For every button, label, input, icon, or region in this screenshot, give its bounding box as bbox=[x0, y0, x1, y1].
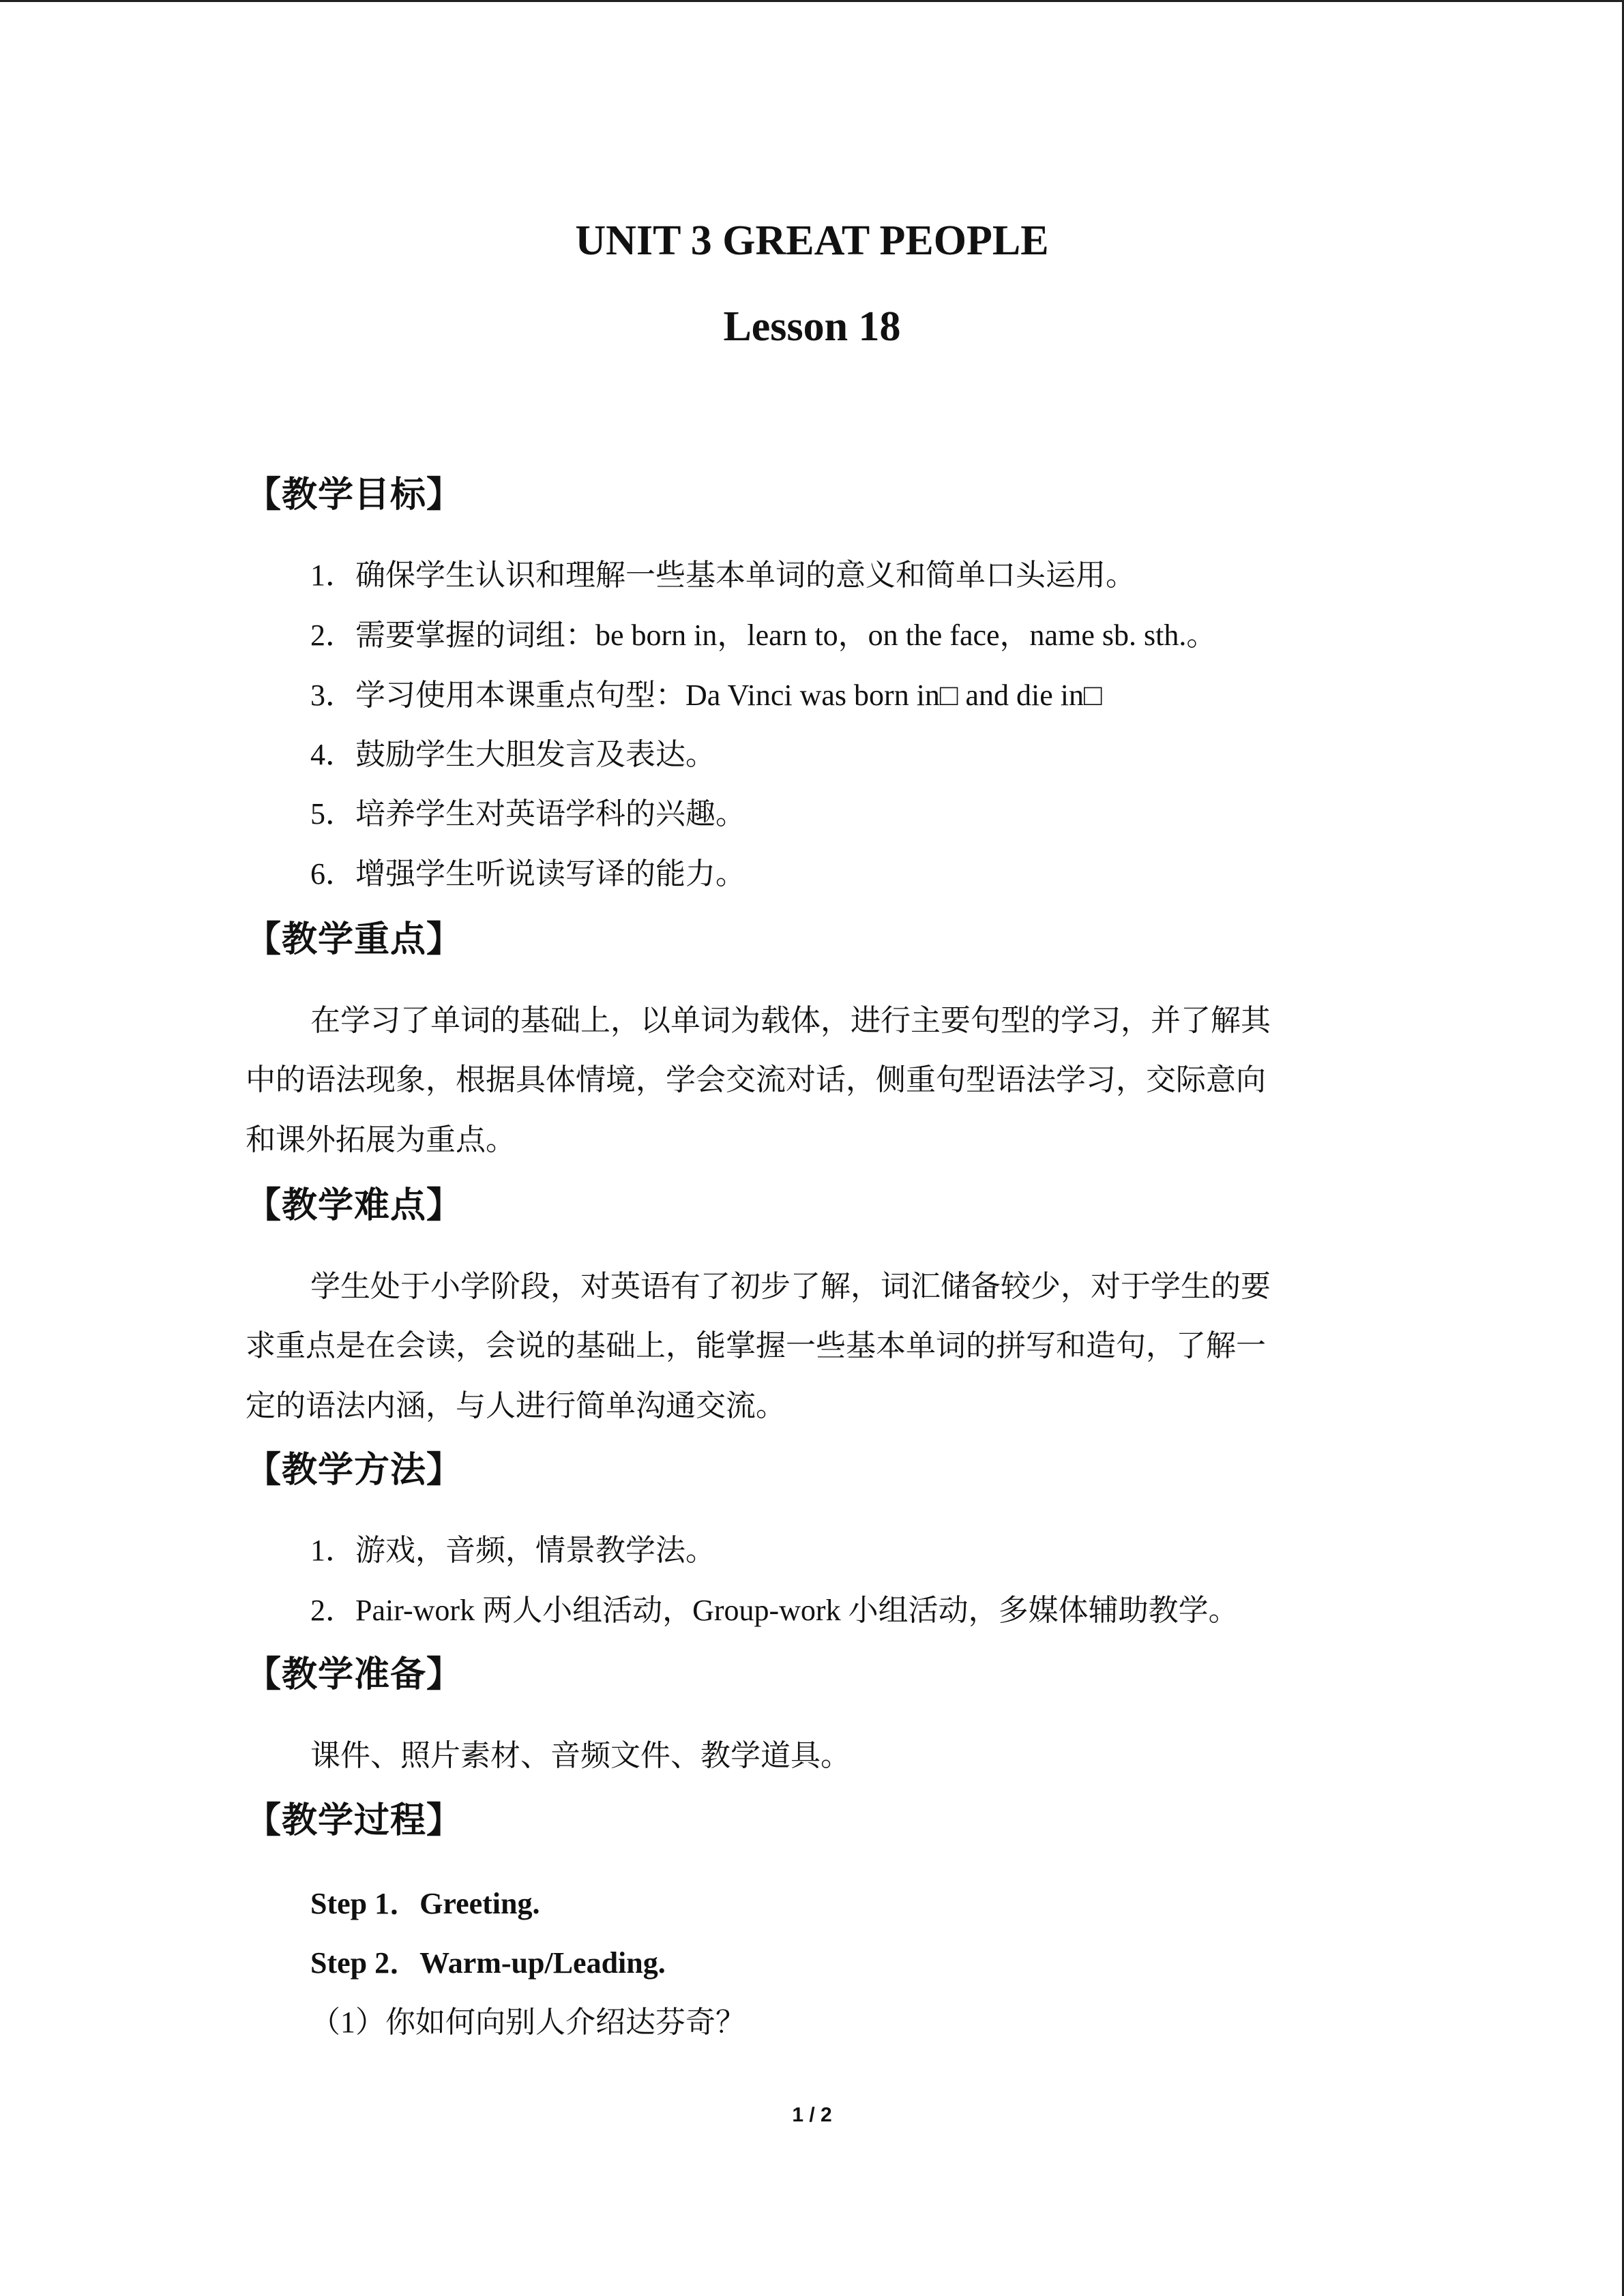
objective-item: 3．学习使用本课重点句型：Da Vinci was born in□ and die in□ bbox=[310, 679, 1102, 712]
section-heading-objectives: 【教学目标】 bbox=[246, 475, 463, 516]
objective-item: 5．培养学生对英语学科的兴趣。 bbox=[310, 797, 745, 831]
section-heading-difficulties: 【教学难点】 bbox=[246, 1185, 463, 1226]
document-subtitle: Lesson 18 bbox=[723, 303, 901, 350]
section-heading-process: 【教学过程】 bbox=[246, 1800, 463, 1841]
method-item: 2．Pair-work 两人小组活动，Group-work 小组活动，多媒体辅助教学。 bbox=[310, 1594, 1239, 1627]
page-number: 1 / 2 bbox=[792, 2104, 832, 2126]
key-points-line: 在学习了单词的基础上，以单词为载体，进行主要句型的学习，并了解其 bbox=[310, 1004, 1271, 1037]
difficulties-line: 求重点是在会读，会说的基础上，能掌握一些基本单词的拼写和造句，了解一 bbox=[246, 1329, 1266, 1362]
key-points-line: 和课外拓展为重点。 bbox=[246, 1123, 516, 1157]
objective-item: 2．需要掌握的词组：be born in，learn to，on the face，name sb. sth.。 bbox=[310, 618, 1217, 652]
method-item: 1．游戏，音频，情景教学法。 bbox=[310, 1534, 715, 1567]
process-step: Step 2．Warm-up/Leading. bbox=[310, 1946, 666, 1980]
objective-item: 6．增强学生听说读写译的能力。 bbox=[310, 857, 745, 891]
key-points-line: 中的语法现象，根据具体情境，学会交流对话，侧重句型语法学习，交际意向 bbox=[246, 1063, 1266, 1097]
objective-item: 4．鼓励学生大胆发言及表达。 bbox=[310, 738, 715, 771]
document-title: UNIT 3 GREAT PEOPLE bbox=[575, 218, 1049, 264]
page-border-top bbox=[0, 0, 1624, 2]
process-question: （1）你如何向别人介绍达芬奇？ bbox=[310, 2006, 745, 2039]
objective-item: 1．确保学生认识和理解一些基本单词的意义和简单口头运用。 bbox=[310, 558, 1136, 592]
process-step: Step 1．Greeting. bbox=[310, 1887, 540, 1920]
section-heading-methods: 【教学方法】 bbox=[246, 1450, 463, 1491]
section-heading-key-points: 【教学重点】 bbox=[246, 919, 463, 960]
difficulties-line: 定的语法内涵，与人进行简单沟通交流。 bbox=[246, 1389, 786, 1422]
preparation-text: 课件、照片素材、音频文件、教学道具。 bbox=[310, 1739, 851, 1772]
section-heading-preparation: 【教学准备】 bbox=[246, 1654, 463, 1695]
difficulties-line: 学生处于小学阶段，对英语有了初步了解，词汇储备较少，对于学生的要 bbox=[310, 1270, 1271, 1303]
